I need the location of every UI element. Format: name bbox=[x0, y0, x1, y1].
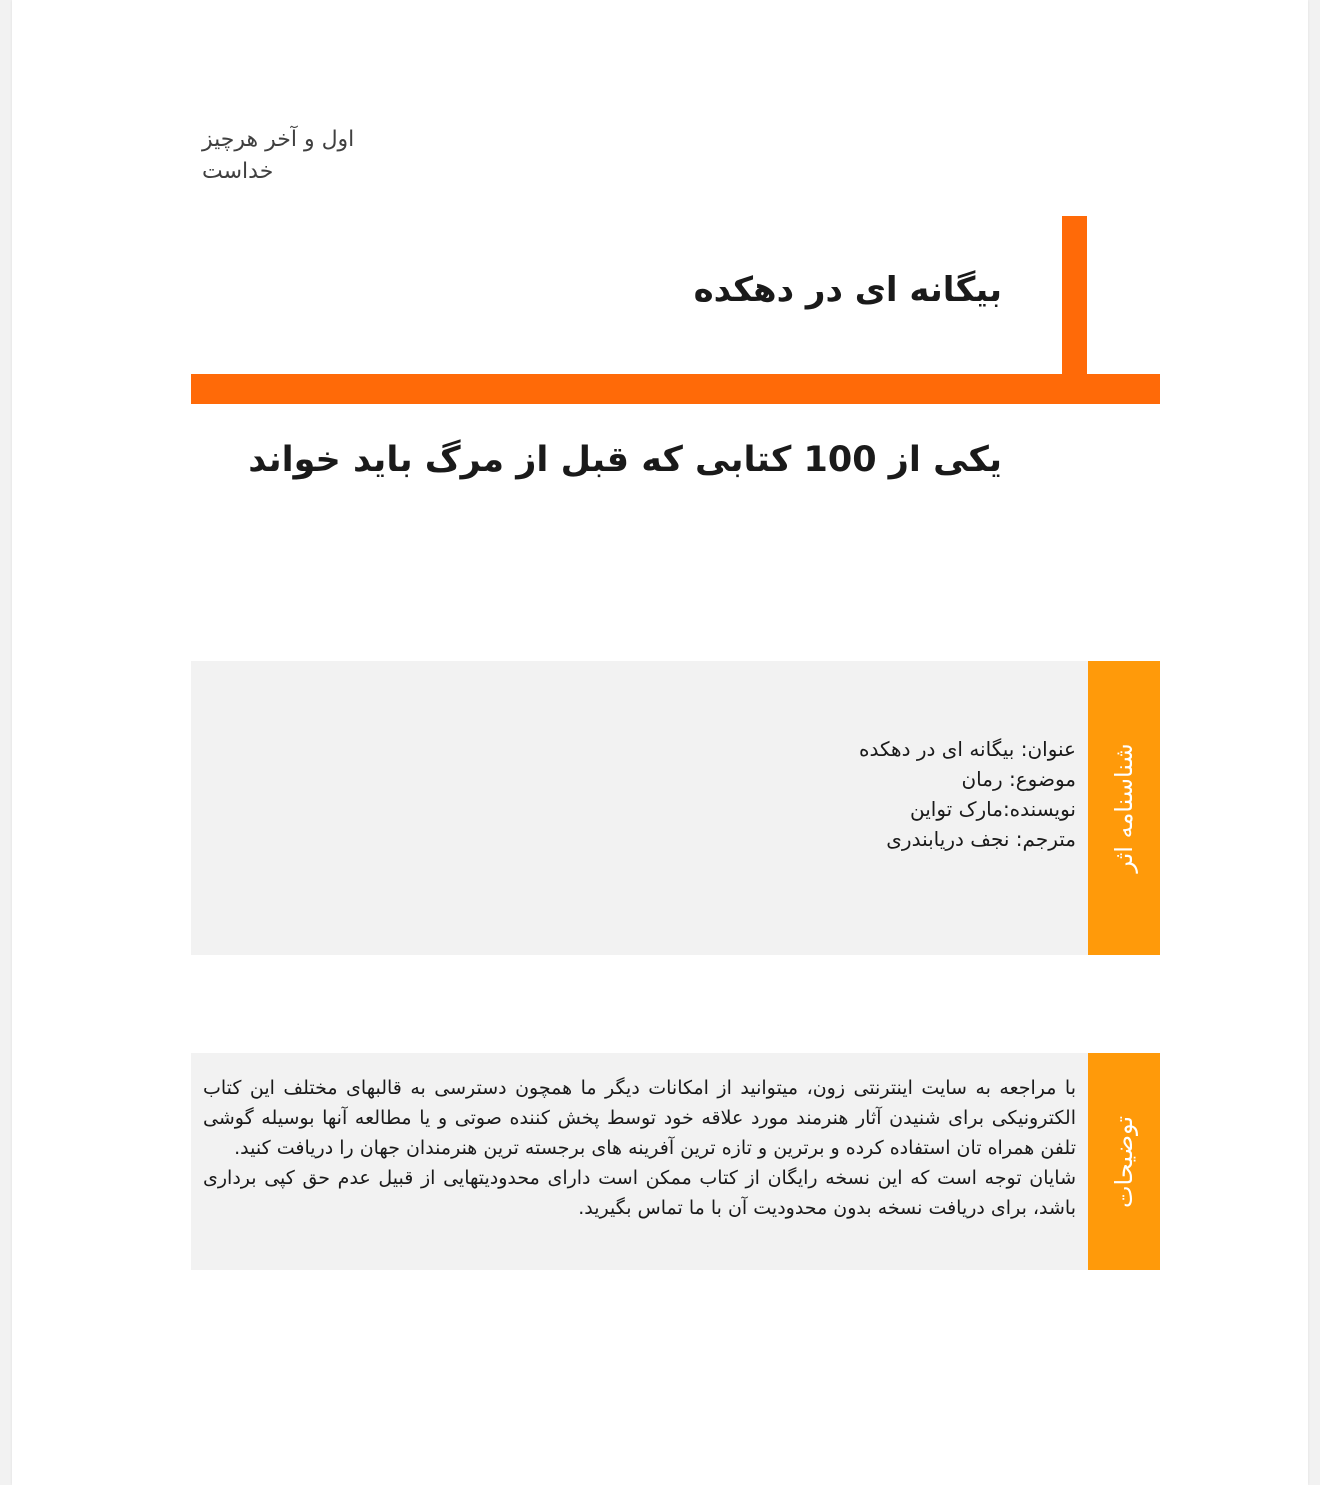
book-info-box bbox=[191, 661, 1160, 955]
info-lines bbox=[859, 734, 1076, 854]
epigraph-line-2: خداست bbox=[202, 159, 274, 184]
description-box bbox=[191, 1053, 1160, 1270]
info-line-translator: مترجم: نجف دریابندری bbox=[886, 827, 1076, 851]
info-line-author: نویسنده:مارک تواین bbox=[909, 797, 1076, 821]
info-side-tab bbox=[1088, 661, 1160, 955]
epigraph bbox=[202, 124, 462, 188]
accent-vertical-bar bbox=[1062, 216, 1087, 386]
description-paragraph-1: با مراجعه به سایت اینترنتی زون، میتوانید از امکانات دیگر ما همچون دسترسی به قالبهای مختلف این کتاب الکترونیکی برای شنیدن آثار هنرمند مورد علاقه خود توسط پخش کننده صوتی و یا مطالعه آنها بوسیله گوشی تلفن همراه تان استفاده کرده و برترین و تازه ترین آفرینه های برجسته ترین هنرمندان جهان را دریافت کنید. bbox=[203, 1077, 1076, 1159]
description-text bbox=[203, 1073, 1076, 1223]
info-tab-label: شناسنامه اثر bbox=[1110, 743, 1138, 873]
description-side-tab bbox=[1088, 1053, 1160, 1270]
epigraph-line-1: اول و آخر هرچیز bbox=[202, 127, 355, 152]
description-paragraph-2: شایان توجه است که این نسخه رایگان از کتاب ممکن است دارای محدودیتهایی از قبیل عدم حق کپی برداری باشد، برای دریافت نسخه بدون محدودیت آن با ما تماس بگیرید. bbox=[203, 1167, 1076, 1219]
info-line-title: عنوان: بیگانه ای در دهکده bbox=[859, 737, 1076, 761]
document-page bbox=[12, 0, 1308, 1485]
description-tab-label: توضیحات bbox=[1110, 1115, 1138, 1208]
book-subtitle: یکی از 100 کتابی که قبل از مرگ باید خواند bbox=[248, 440, 1002, 480]
info-line-subject: موضوع: رمان bbox=[961, 767, 1076, 791]
accent-horizontal-bar bbox=[191, 374, 1160, 404]
book-title: بیگانه ای در دهکده bbox=[693, 270, 1002, 310]
